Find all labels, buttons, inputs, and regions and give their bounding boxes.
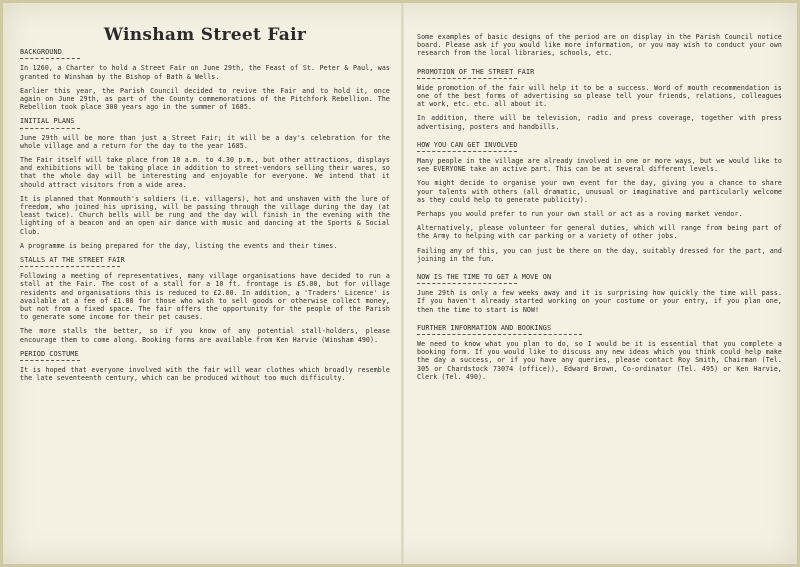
paragraph: It is hoped that everyone involved with the fair will wear clothes which broadly resemble the late seventeenth century, which can be produced without too much difficulty.: [20, 366, 390, 383]
page-title: Winsham Street Fair: [103, 25, 307, 45]
heading-underline: [20, 127, 80, 129]
paragraph: Earlier this year, the Parish Council decided to revive the Fair and to hold it, once again on June 29th, as part of the County commemorations of the Pitchfork Rebellion. The Rebellion took place 300 years ago in the summer of 1685.: [20, 86, 390, 112]
leaflet-page: [3, 3, 797, 564]
paragraph: In 1260, a Charter to hold a Street Fair on June 29th, the Feast of St. Peter & Paul, was granted to Winsham by the Bishop of Bath & Wells.: [20, 64, 390, 81]
section-heading-promotion: PROMOTION OF THE STREET FAIR: [417, 67, 535, 76]
paragraph: Many people in the village are already involved in one or more ways, but we would like to see EVERYONE take an active part. This can be at several different levels.: [417, 157, 782, 174]
section-heading-get-involved: HOW YOU CAN GET INVOLVED: [417, 140, 518, 149]
section-heading-background: BACKGROUND: [20, 48, 62, 57]
heading-underline: [20, 359, 80, 361]
paragraph: Following a meeting of representatives, many village organisations have decided to run a stall at the Fair. The cost of a stall for a 10 ft. frontage is £5.00, but for village residents and organisations this is reduced to £2.00. In addition, a 'Traders' Licence' is available at a fee of £1.00 for those who wish to sell goods or otherwise collect money, but not from a fixed space. The fair offers the opportunity for the people of the Parish to generate some income for their pet causes.: [20, 272, 390, 322]
paragraph: You might decide to organise your own event for the day, giving you a chance to share your talents with others (all dramatic, unusual or imaginative and particularly welcome as they could help to generate publicity).: [417, 179, 782, 204]
left-column: [20, 3, 390, 564]
paragraph: Wide promotion of the fair will help it to be a success. Word of mouth recommendation is one of the best forms of advertising so please tell your friends, relations, colleagues at work, etc. etc. all about it.: [417, 83, 782, 109]
paragraph: Failing any of this, you can just be there on the day, suitably dressed for the part, and joining in the fun.: [417, 246, 782, 263]
heading-underline: [417, 150, 517, 152]
paragraph: June 29th is only a few weeks away and it is surprising how quickly the time will pass. If you haven't already started working on your costume or your entry, if you plan one, then the time to start is NOW!: [417, 289, 782, 314]
section-heading-stalls: STALLS AT THE STREET FAIR: [20, 256, 125, 265]
paragraph: It is planned that Monmouth's soldiers (i.e. villagers), hot and unshaven with the lure of freedom, who joined his uprising, will be passing through the village during the day (at least twice). Church bells will be rung and the day will finish in the evening with the lighting of a beacon and an open air dance with music and dancing at the Sports & Social Club.: [20, 194, 390, 236]
section-heading-initial-plans: INITIAL PLANS: [20, 117, 75, 126]
heading-underline: [20, 57, 80, 59]
right-column: [417, 3, 782, 564]
paragraph: Perhaps you would prefer to run your own stall or act as a roving market vendor.: [417, 210, 743, 219]
paragraph: The Fair itself will take place from 10 a.m. to 4.30 p.m., but other attractions, displays and exhibitions will be taking place in addition to street-vendors selling their wares, so that the whole day will be interesting and enjoyable for everyone. We intend that it should attract visitors from a wide area.: [20, 156, 390, 189]
paragraph: Some examples of basic designs of the period are on display in the Parish Council notice board. Please ask if you would like more information, or you may wish to conduct your own research from the local libraries, schools, etc.: [417, 33, 782, 58]
paragraph: The more stalls the better, so if you know of any potential stall-holders, please encourage them to come along. Booking forms are available from Ken Harvie (Winsham 490).: [20, 327, 390, 344]
heading-underline: [417, 282, 517, 284]
heading-underline: [417, 333, 582, 335]
heading-underline: [20, 265, 120, 267]
section-heading-period-costume: PERIOD COSTUME: [20, 349, 79, 358]
heading-underline: [417, 77, 517, 79]
paragraph: June 29th will be more than just a Street Fair; it will be a day's celebration for the whole village and a return for the day to the year 1685.: [20, 133, 390, 150]
paragraph: Alternatively, please volunteer for general duties, which will range from being part of the Army to helping with car parking or a variety of other jobs.: [417, 224, 782, 241]
page-fold: [401, 3, 404, 564]
paragraph: We need to know what you plan to do, so I would be it is essential that you complete a booking form. If you would like to discuss any new ideas which you think could help make the day a success, or if you have any queries, please contact Roy Smith, Chairman (Tel. 305 or Chardstock 73074 (office)), Edward Brown, Co-ordinator (Tel. 495) or Ken Harvie, Clerk (Tel. 490).: [417, 340, 782, 381]
section-heading-further-information: FURTHER INFORMATION AND BOOKINGS: [417, 323, 552, 332]
section-heading-now-is-the-time: NOW IS THE TIME TO GET A MOVE ON: [417, 273, 552, 282]
paragraph: In addition, there will be television, radio and press coverage, together with press advertising, posters and handbills.: [417, 114, 782, 131]
paragraph: A programme is being prepared for the day, listing the events and their times.: [20, 241, 338, 250]
